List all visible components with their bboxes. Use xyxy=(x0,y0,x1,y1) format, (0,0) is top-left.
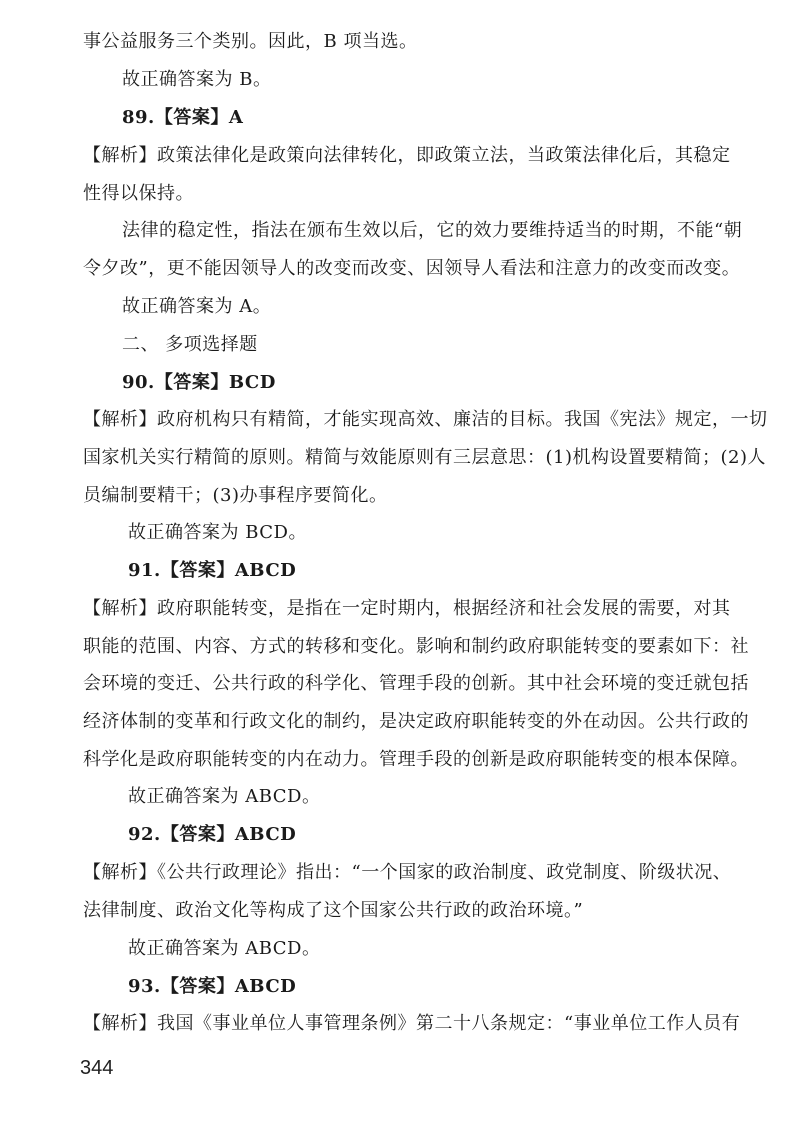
text-line: 故正确答案为 ABCD。 xyxy=(128,786,321,807)
text-line: 令夕改”，更不能因领导人的改变而改变、因领导人看法和注意力的改变而改变。 xyxy=(83,258,741,279)
text-line: 会环境的变迁、公共行政的科学化、管理手段的创新。其中社会环境的变迁就包括 xyxy=(83,673,749,694)
text-line: 职能的范围、内容、方式的转移和变化。影响和制约政府职能转变的要素如下：社 xyxy=(83,636,749,657)
text-line: 法律制度、政治文化等构成了这个国家公共行政的政治环境。” xyxy=(83,900,584,921)
text-line: 【解析】政府职能转变，是指在一定时期内，根据经济和社会发展的需要，对其 xyxy=(83,598,731,619)
answer-heading: 91.【答案】ABCD xyxy=(128,560,297,581)
text-line: 事公益服务三个类别。因此，B 项当选。 xyxy=(83,31,418,52)
answer-heading: 89.【答案】A xyxy=(122,107,244,128)
text-line: 法律的稳定性，指法在颁布生效以后，它的效力要维持适当的时期，不能“朝 xyxy=(122,220,743,241)
text-line: 性得以保持。 xyxy=(83,183,194,204)
answer-heading: 90.【答案】BCD xyxy=(122,372,276,393)
text-line: 【解析】《公共行政理论》指出：“一个国家的政治制度、政党制度、阶级状况、 xyxy=(83,862,732,883)
text-line: 故正确答案为 ABCD。 xyxy=(128,938,321,959)
answer-heading: 92.【答案】ABCD xyxy=(128,824,297,845)
text-line: 故正确答案为 BCD。 xyxy=(128,522,307,543)
text-line: 故正确答案为 B。 xyxy=(122,69,272,90)
text-line: 【解析】政策法律化是政策向法律转化，即政策立法，当政策法律化后，其稳定 xyxy=(83,145,731,166)
text-line: 故正确答案为 A。 xyxy=(122,296,272,317)
text-line: 员编制要精干；(3)办事程序要简化。 xyxy=(83,485,388,506)
text-line: 科学化是政府职能转变的内在动力。管理手段的创新是政府职能转变的根本保障。 xyxy=(83,749,749,770)
section-heading: 二、 多项选择题 xyxy=(122,334,258,355)
text-line: 经济体制的变革和行政文化的制约，是决定政府职能转变的外在动因。公共行政的 xyxy=(83,711,749,732)
text-line: 【解析】政府机构只有精简，才能实现高效、廉洁的目标。我国《宪法》规定，一切 xyxy=(83,409,768,430)
text-line: 国家机关实行精简的原则。精简与效能原则有三层意思：(1)机构设置要精简；(2)人 xyxy=(83,447,766,468)
page-number: 344 xyxy=(80,1057,114,1079)
answer-heading: 93.【答案】ABCD xyxy=(128,976,297,997)
text-line: 【解析】我国《事业单位人事管理条例》第二十八条规定：“事业单位工作人员有 xyxy=(83,1013,741,1034)
